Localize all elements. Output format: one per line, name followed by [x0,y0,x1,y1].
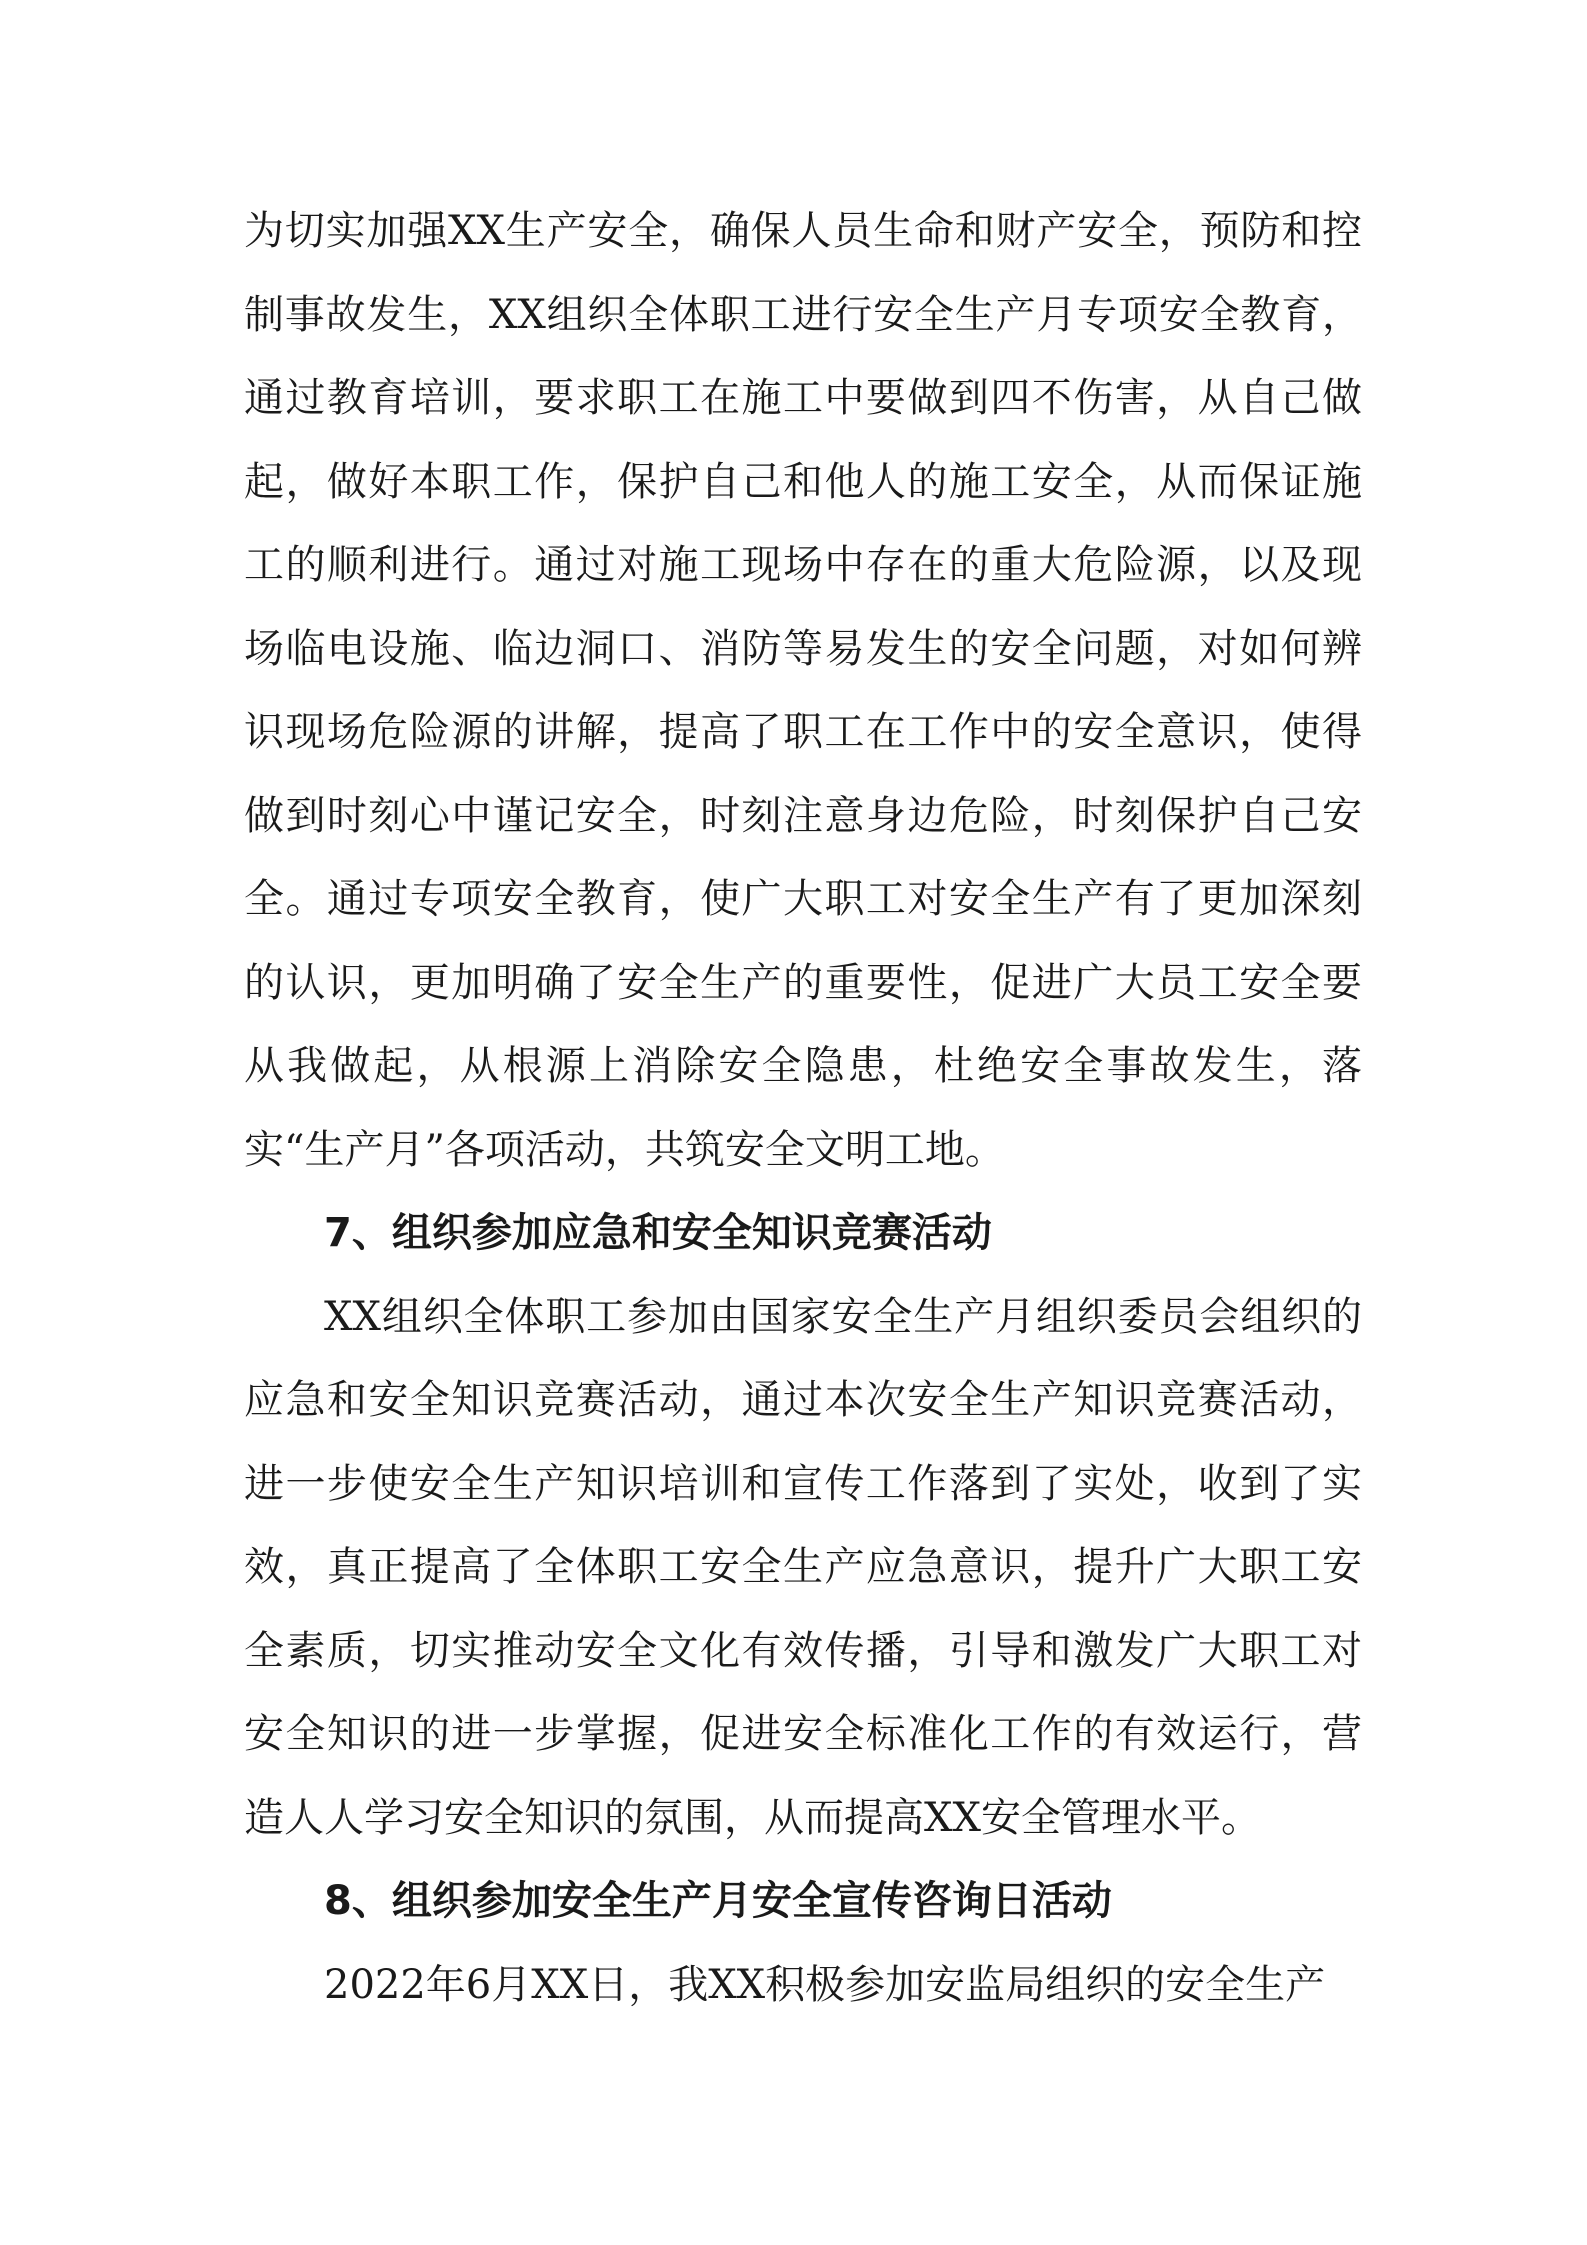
section-heading-8: 8、组织参加安全生产月安全宣传咨询日活动 [324,1878,1112,1924]
body-paragraph-consultation-day: 2022年6月XX日，我XX积极参加安监局组织的安全生产 [324,1961,1326,2008]
body-paragraph-knowledge-contest: XX组织全体职工参加由国家安全生产月组织委员会组织的应急和安全知识竞赛活动，通过本次安全生产知识竞赛活动，进一步使安全生产知识培训和宣传工作落到了实处，收到了实效，真正提高了全体职工安全生产应急意识，提升广大职工安全素质，切实推动安全文化有效传播，引导和激发广大职工对安全知识的进一步掌握，促进安全标准化工作的有效运行，营造人人学习安全知识的氛围，从而提高XX安全管理水平。 [244,1293,1362,1841]
section-heading-7: 7、组织参加应急和安全知识竞赛活动 [324,1210,992,1256]
document-body [244,190,1362,2027]
body-paragraph-safety-education: 为切实加强XX生产安全，确保人员生命和财产安全，预防和控制事故发生，XX组织全体职工进行安全生产月专项安全教育，通过教育培训，要求职工在施工中要做到四不伤害，从自己做起，做好本职工作，保护自己和他人的施工安全，从而保证施工的顺利进行。通过对施工现场中存在的重大危险源，以及现场临电设施、临边洞口、消防等易发生的安全问题，对如何辨识现场危险源的讲解，提高了职工在工作中的安全意识，使得做到时刻心中谨记安全，时刻注意身边危险，时刻保护自己安全。通过专项安全教育，使广大职工对安全生产有了更加深刻的认识，更加明确了安全生产的重要性，促进广大员工安全要从我做起，从根源上消除安全隐患，杜绝安全事故发生，落实“生产月”各项活动，共筑安全文明工地。 [244,208,1362,1173]
